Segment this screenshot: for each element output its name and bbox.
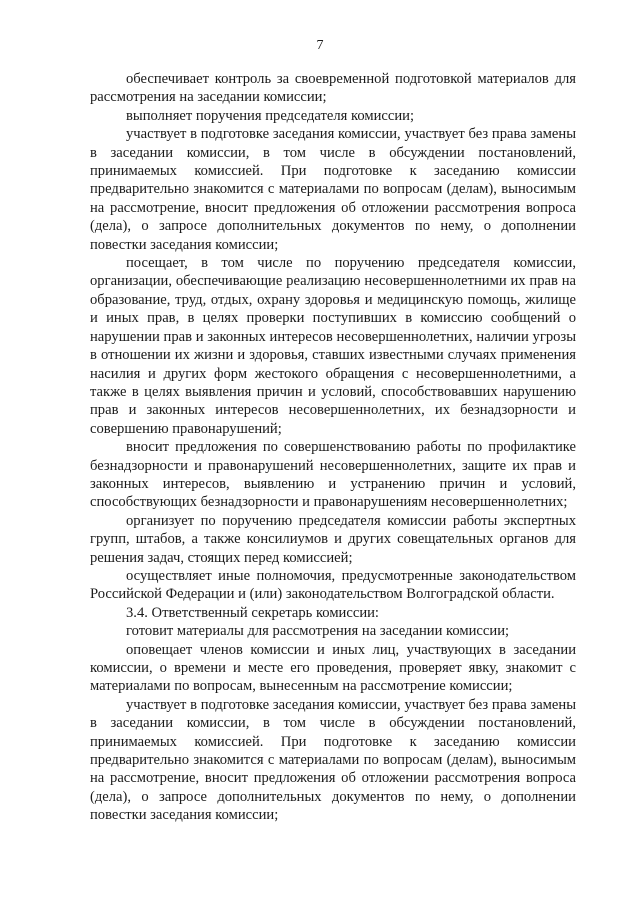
paragraph-1: обеспечивает контроль за своевременной подготовкой материалов для рассмотрения на заседании комиссии;	[90, 71, 576, 106]
paragraph-10: оповещает членов комиссии и иных лиц, участвующих в заседании комиссии, о времени и месте его проведения, проверяет явку, знакомит с материалами по вопросам, вынесенным на рассмотрение комиссии;	[90, 641, 576, 695]
paragraph-11: участвует в подготовке заседания комиссии, участвует без права замены в заседании комиссии, в том числе в обсуждении постановлений, принимаемых комиссией. При подготовке к заседанию комиссии предварительно знакомится с материалами по вопросам (делам), выносимым на рассмотрение, вносит предложения об отложении рассмотрения вопроса (дела), о запросе дополнительных документов по нему, о дополнении повестки заседания комиссии;	[90, 696, 576, 824]
document-body	[90, 70, 576, 825]
page-number: 7	[316, 38, 324, 53]
paragraph-5: вносит предложения по совершенствованию работы по профилактике безнадзорности и правонарушений несовершеннолетних, защите их прав и законных интересов, выявлению и устранению причин и условий, способствующих безнадзорности и правонарушениям несовершеннолетних;	[90, 439, 576, 511]
paragraph-3: участвует в подготовке заседания комиссии, участвует без права замены в заседании комиссии, в том числе в обсуждении постановлений, принимаемых комиссией. При подготовке к заседанию комиссии предварительно знакомится с материалами по вопросам (делам), выносимым на рассмотрение, вносит предложения об отложении рассмотрения вопроса (дела), о запросе дополнительных документов по нему, о дополнении повестки заседания комиссии;	[90, 126, 576, 253]
paragraph-4: посещает, в том числе по поручению председателя комиссии, организации, обеспечивающие реализацию несовершеннолетними их прав на образование, труд, отдых, охрану здоровья и медицинскую помощь, жилище и иных прав, в целях проверки поступивших в комиссию сообщений о нарушении прав и законных интересов несовершеннолетних, наличии угрозы в отношении их жизни и здоровья, ставших известными случаях применения насилия и других форм жестокого обращения с несовершеннолетними, а также в целях выявления причин и условий, способствовавших нарушению прав и законных интересов несовершеннолетних, их безнадзорности и совершению правонарушений;	[90, 255, 576, 437]
section-heading-3-4: 3.4. Ответственный секретарь комиссии:	[126, 604, 379, 621]
paragraph-6: организует по поручению председателя комиссии работы экспертных групп, штабов, а также консилиумов и других совещательных органов для решения задач, стоящих перед комиссией;	[90, 512, 576, 566]
paragraph-2: выполняет поручения председателя комиссии;	[126, 107, 415, 124]
paragraph-7: осуществляет иные полномочия, предусмотренные законодательством Российской Федерации и (или) законодательством Волгоградской области.	[90, 567, 576, 603]
paragraph-9: готовит материалы для рассмотрения на заседании комиссии;	[126, 623, 510, 640]
